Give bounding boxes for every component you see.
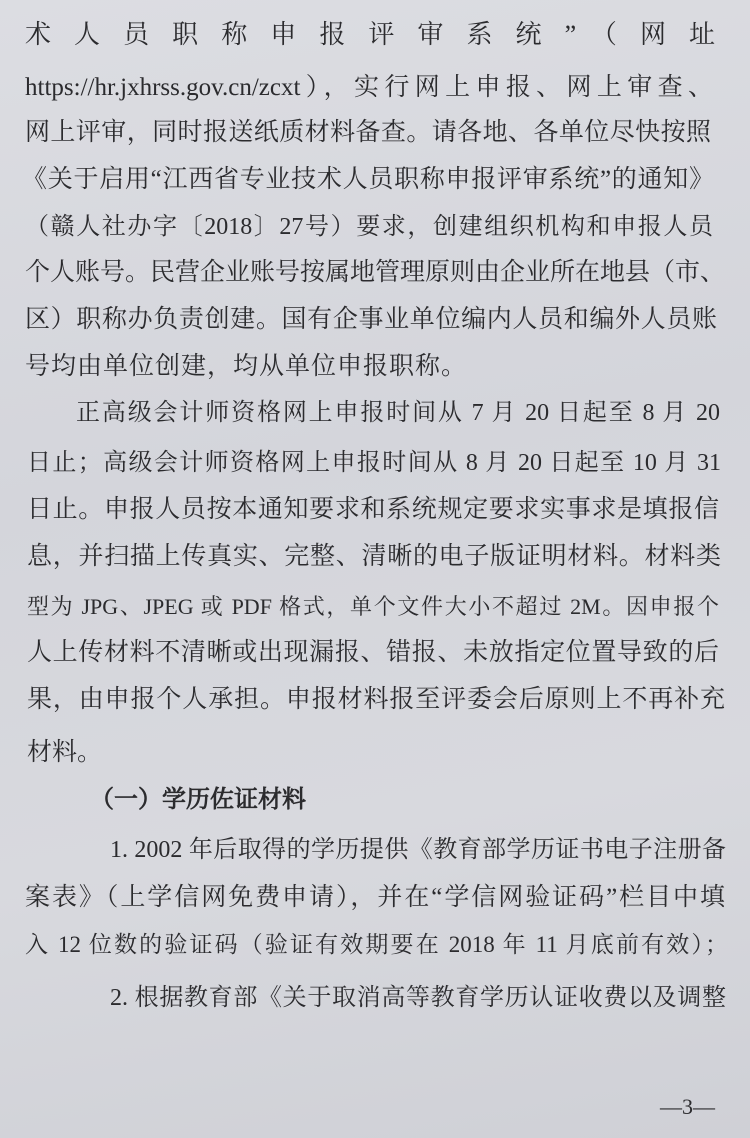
page-number: —3— <box>660 1094 715 1119</box>
text-line: 《关于启用“江西省专业技术人员职称申报评审系统”的通知》 <box>22 166 714 193</box>
text-line: 人上传材料不清晰或出现漏报、错报、未放指定位置导致的后 <box>27 639 719 666</box>
text-line: 果，由申报个人承担。申报材料报至评委会后原则上不再补充 <box>27 686 725 713</box>
text-line: 案表》（上学信网免费申请），并在“学信网验证码”栏目中填 <box>25 884 725 911</box>
text-line: 日止。申报人员按本通知要求和系统规定要求实事求是填报信 <box>27 496 719 523</box>
text-line: 个人账号。民营企业账号按属地管理原则由企业所在地县（市、 <box>25 259 726 286</box>
text-line: 入 12 位数的验证码（验证有效期要在 2018 年 11 月底前有效）； <box>25 932 728 957</box>
text-line: 术 人 员 职 称 申 报 评 审 系 统 ” （ 网 址 <box>25 20 715 49</box>
text-line: 区）职称办负责创建。国有企事业单位编内人员和编外人员账 <box>25 306 717 333</box>
text-line: 息，并扫描上传真实、完整、清晰的电子版证明材料。材料类 <box>27 543 721 570</box>
text-line: 号均由单位创建，均从单位申报职称。 <box>25 353 468 380</box>
section-heading: （一）学历佐证材料 <box>90 786 306 813</box>
text-line: 网上评审，同时报送纸质材料备查。请各地、各单位尽快按照 <box>25 119 711 146</box>
text-line: 2. 根据教育部《关于取消高等教育学历认证收费以及调整 <box>110 985 726 1011</box>
text-line: 1. 2002 年后取得的学历提供《教育部学历证书电子注册备 <box>110 837 726 863</box>
text-line: 型为 JPG、JPEG 或 PDF 格式，单个文件大小不超过 2M。因申报个 <box>27 594 719 619</box>
text-line: https://hr.jxhrss.gov.cn/zcxt），实行网上申报、网上审查、 <box>25 74 713 101</box>
text-line: 正高级会计师资格网上申报时间从 7 月 20 日起至 8 月 20 <box>76 400 720 426</box>
text-line: （赣人社办字〔2018〕27号）要求，创建组织机构和申报人员 <box>25 214 713 240</box>
text-line: 日止；高级会计师资格网上申报时间从 8 月 20 日起至 10 月 31 <box>27 450 721 476</box>
text-line: 材料。 <box>27 739 103 766</box>
